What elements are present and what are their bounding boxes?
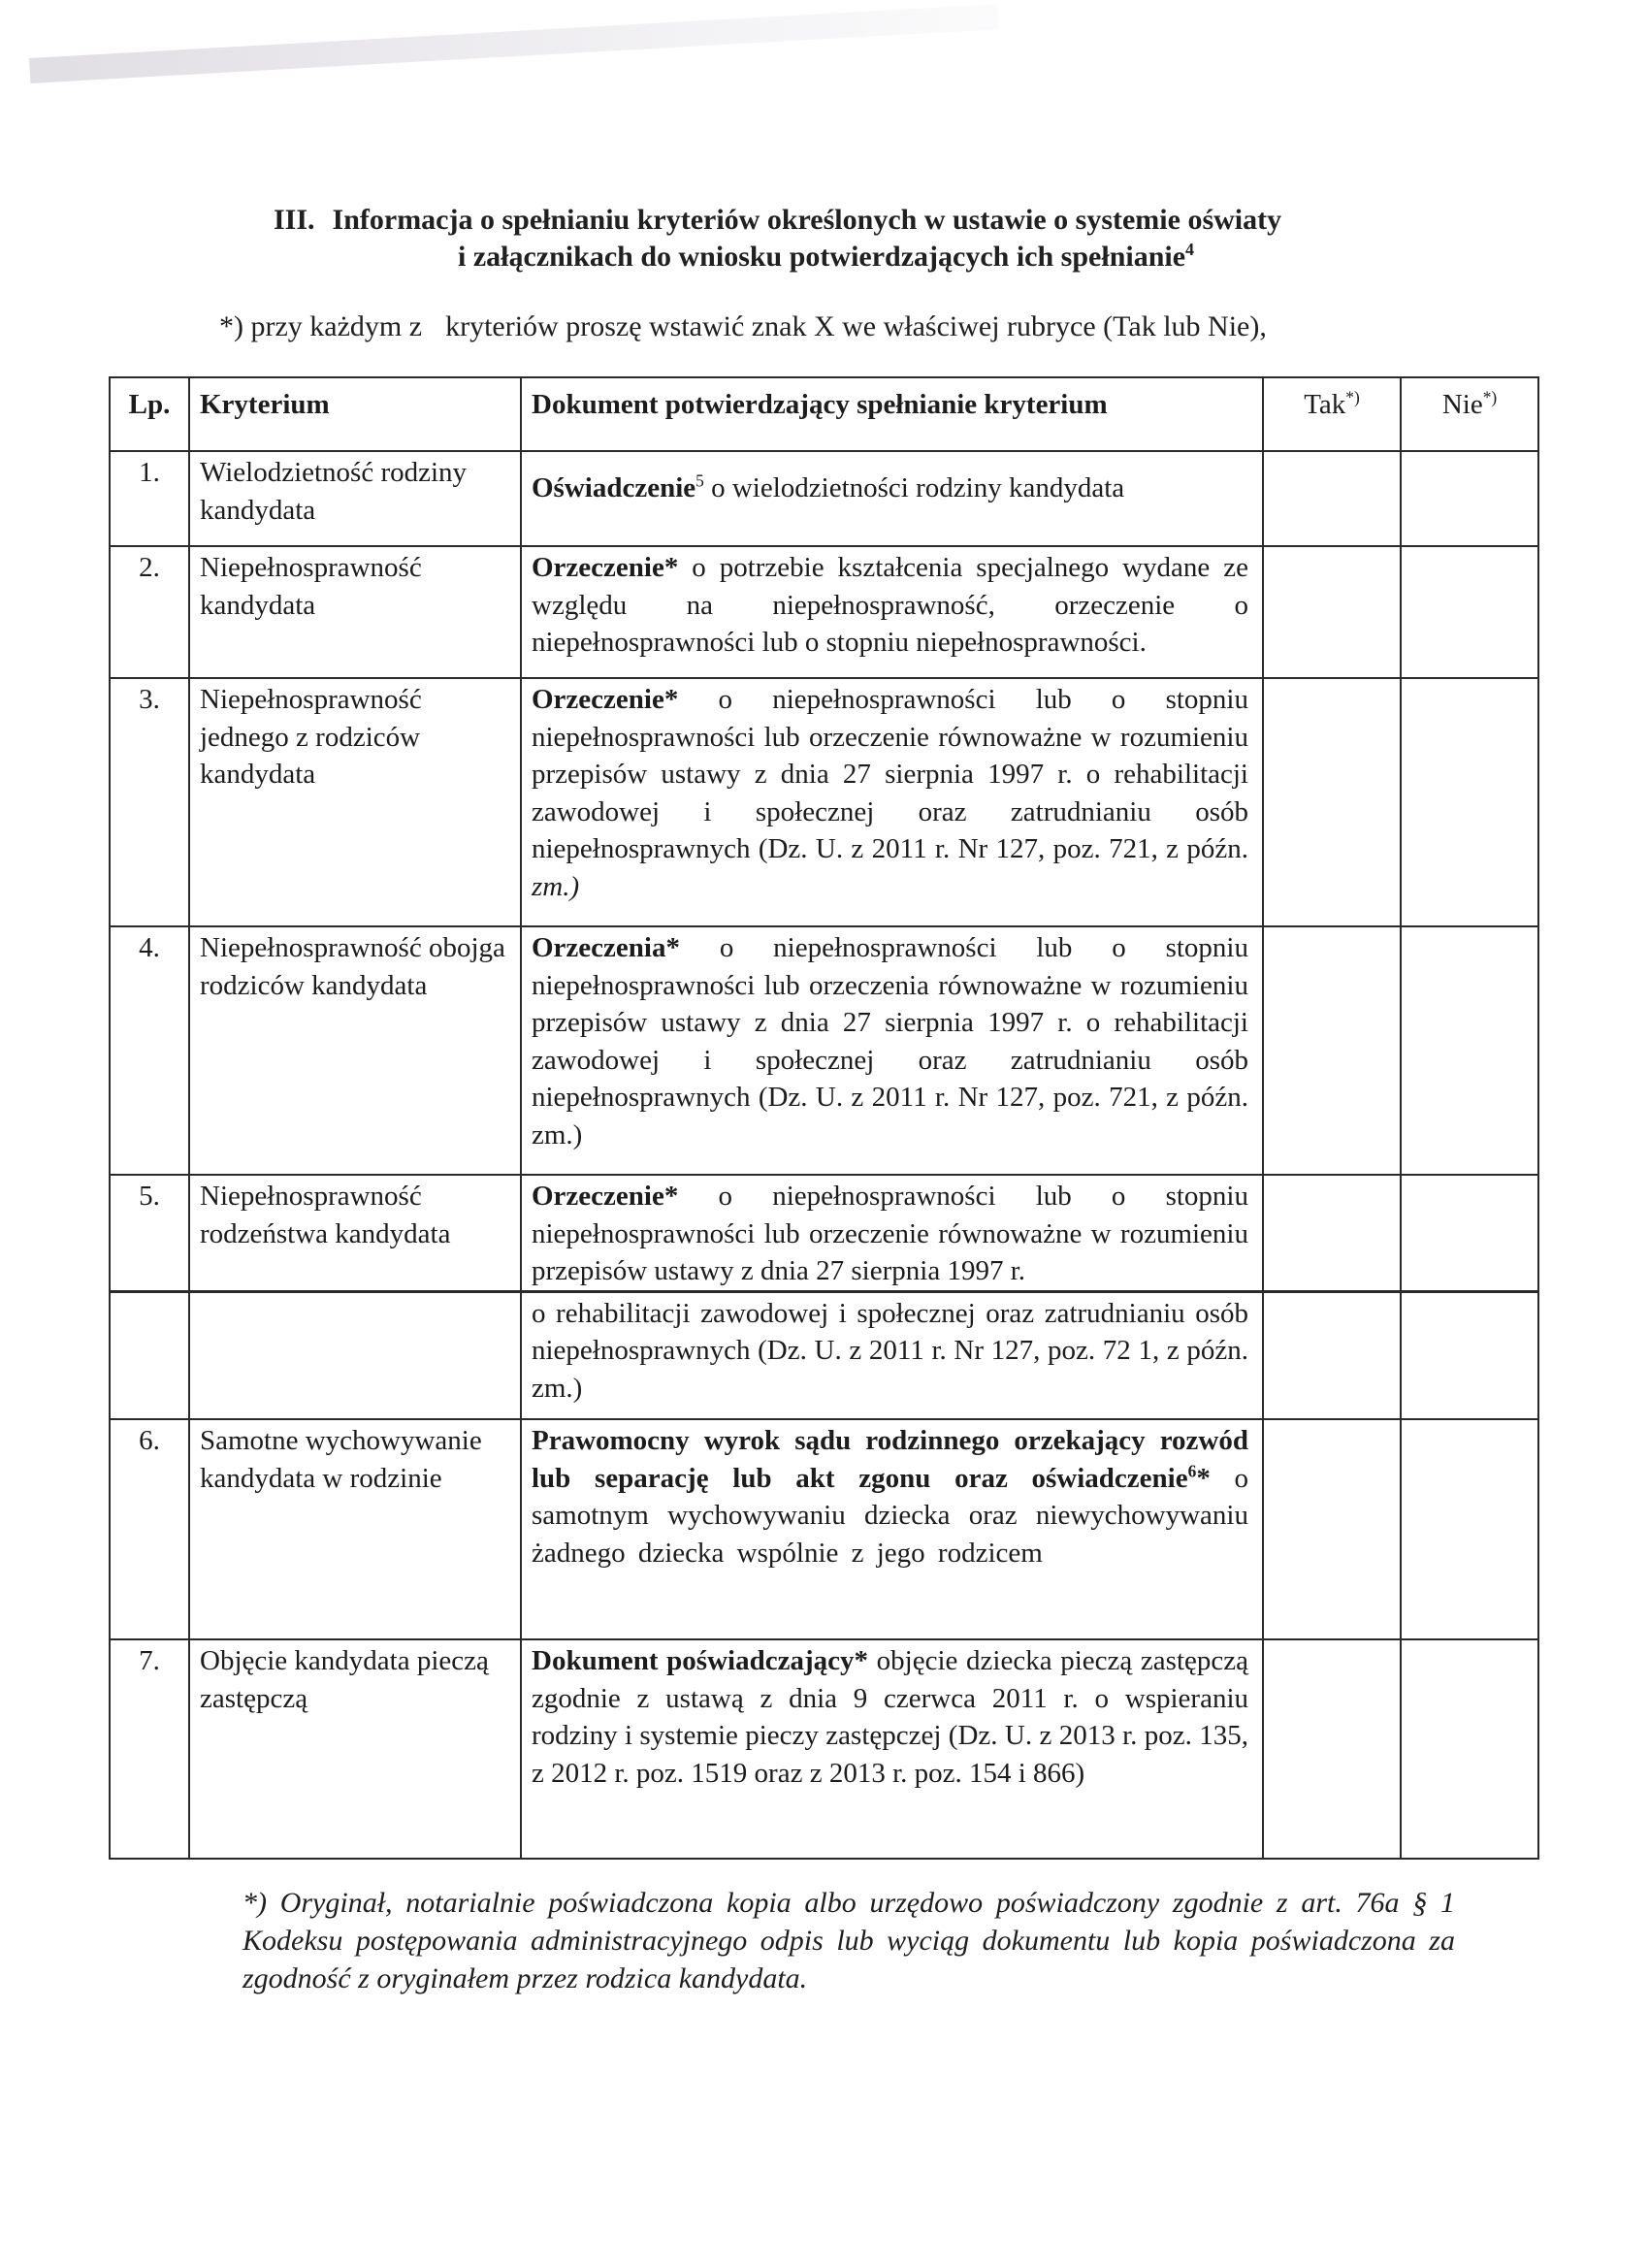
row-number: 3. — [110, 678, 189, 926]
criterion-cell: Samotne wychowywanie kandydata w rodzinie — [189, 1419, 521, 1639]
yes-checkbox-cell[interactable] — [1263, 451, 1401, 546]
section-title-line2: i załącznikach do wniosku potwierdzających ich spełnianie — [458, 241, 1186, 273]
document-cell: Oświadczenie$^5$ o wielodzietności rodziny kandydata — [521, 451, 1263, 546]
table-row — [110, 1639, 1538, 1859]
no-checkbox-cell[interactable] — [1401, 1639, 1538, 1859]
criterion-cell: Wielodzietność rodziny kandydata — [189, 451, 521, 546]
no-checkbox-cell[interactable] — [1401, 451, 1538, 546]
header-document: Dokument potwierdzający spełnianie kryterium — [521, 377, 1263, 451]
criterion-cell — [189, 1291, 521, 1419]
yes-checkbox-cell[interactable] — [1263, 1175, 1401, 1291]
document-cell: Orzeczenie* o potrzebie kształcenia specjalnego wydane ze względu na niepełnosprawność, orzeczenie o niepełnosprawności lub o stopniu niepełnosprawności. — [521, 546, 1263, 678]
no-checkbox-cell[interactable] — [1401, 546, 1538, 678]
row-number: 6. — [110, 1419, 189, 1639]
footnote: *) Oryginał, notarialnie poświadczona kopia albo urzędowo poświadczony zgodnie z art. 76a § 1 Kodeksu postępowania administracyjnego odpis lub wyciąg dokumentu lub kopia poświadczona za zgodność z oryginałem przez rodzica kandydata. — [242, 1887, 1455, 1994]
scan-artifact — [29, 4, 999, 83]
criterion-cell: Niepełnosprawność rodzeństwa kandydata — [189, 1175, 521, 1291]
document-cell: Prawomocny wyrok sądu rodzinnego orzekający rozwód lub separację lub akt zgonu oraz oświadczenie$^6$* o samotnym wychowywaniu dziecka oraz niewychowywaniu żadnego dziecka wspólnie z jego rodzicem — [521, 1419, 1263, 1639]
header-lp: Lp. — [110, 377, 189, 451]
footnote-ref: 4 — [1185, 240, 1195, 259]
criterion-cell: Objęcie kandydata pieczą zastępczą — [189, 1639, 521, 1859]
header-yes: Tak*) — [1263, 377, 1401, 451]
criterion-cell: Niepełnosprawność obojga rodziców kandydata — [189, 926, 521, 1175]
header-no: Nie*) — [1401, 377, 1538, 451]
yes-checkbox-cell[interactable] — [1263, 1419, 1401, 1639]
table-header-row — [110, 377, 1538, 451]
yes-checkbox-cell[interactable] — [1263, 1291, 1401, 1419]
no-checkbox-cell[interactable] — [1401, 678, 1538, 926]
table-row — [110, 451, 1538, 546]
document-cell: Orzeczenie* o niepełnosprawności lub o stopniu niepełnosprawności lub orzeczenie równoważne w rozumieniu przepisów ustawy z dnia 27 sierpnia 1997 r. — [521, 1175, 1263, 1291]
section-title — [242, 202, 1406, 275]
document-cell: o rehabilitacji zawodowej i społecznej oraz zatrudnianiu osób niepełnosprawnych (Dz. U. z 2011 r. Nr 127, poz. 72 1, z późn. zm.) — [521, 1291, 1263, 1419]
row-number: 2. — [110, 546, 189, 678]
no-checkbox-cell[interactable] — [1401, 1175, 1538, 1291]
no-checkbox-cell[interactable] — [1401, 1419, 1538, 1639]
section-title-line1: Informacja o spełnianiu kryteriów określonych w ustawie o systemie oświaty — [332, 204, 1282, 236]
yes-checkbox-cell[interactable] — [1263, 926, 1401, 1175]
criterion-cell: Niepełnosprawność jednego z rodziców kandydata — [189, 678, 521, 926]
no-checkbox-cell[interactable] — [1401, 1291, 1538, 1419]
criteria-table — [109, 376, 1539, 1860]
table-row — [110, 678, 1538, 926]
row-number: 7. — [110, 1639, 189, 1859]
table-row — [110, 1419, 1538, 1639]
table-row — [110, 546, 1538, 678]
row-number: 5. — [110, 1175, 189, 1291]
table-row-continuation — [110, 1291, 1538, 1419]
row-number: 1. — [110, 451, 189, 546]
no-checkbox-cell[interactable] — [1401, 926, 1538, 1175]
header-criterion: Kryterium — [189, 377, 521, 451]
yes-checkbox-cell[interactable] — [1263, 1639, 1401, 1859]
section-number: III. — [274, 204, 315, 236]
table-row — [110, 1175, 1538, 1291]
document-cell: Orzeczenia* o niepełnosprawności lub o stopniu niepełnosprawności lub orzeczenia równoważne w rozumieniu przepisów ustawy z dnia 27 sierpnia 1997 r. o rehabilitacji zawodowej i społecznej oraz zatrudnianiu osób niepełnosprawnych (Dz. U. z 2011 r. Nr 127, poz. 721, z późn. zm.) — [521, 926, 1263, 1175]
yes-checkbox-cell[interactable] — [1263, 678, 1401, 926]
row-number: 4. — [110, 926, 189, 1175]
document-cell: Dokument poświadczający* objęcie dziecka pieczą zastępczą zgodnie z ustawą z dnia 9 czerwca 2011 r. o wspieraniu rodziny i systemie pieczy zastępczej (Dz. U. z 2013 r. poz. 135, z 2012 r. poz. 1519 oraz z 2013 r. poz. 154 i 866) — [521, 1639, 1263, 1859]
table-row — [110, 926, 1538, 1175]
row-number — [110, 1291, 189, 1419]
instruction-text: *) przy każdym z kryteriów proszę wstawić znak X we właściwej rubryce (Tak lub Nie), — [219, 310, 1267, 342]
document-cell: Orzeczenie* o niepełnosprawności lub o stopniu niepełnosprawności lub orzeczenie równoważne w rozumieniu przepisów ustawy z dnia 27 sierpnia 1997 r. o rehabilitacji zawodowej i społecznej oraz zatrudnianiu osób niepełnosprawnych (Dz. U. z 2011 r. Nr 127, poz. 721, z późn. zm.) — [521, 678, 1263, 926]
yes-checkbox-cell[interactable] — [1263, 546, 1401, 678]
criterion-cell: Niepełnosprawność kandydata — [189, 546, 521, 678]
